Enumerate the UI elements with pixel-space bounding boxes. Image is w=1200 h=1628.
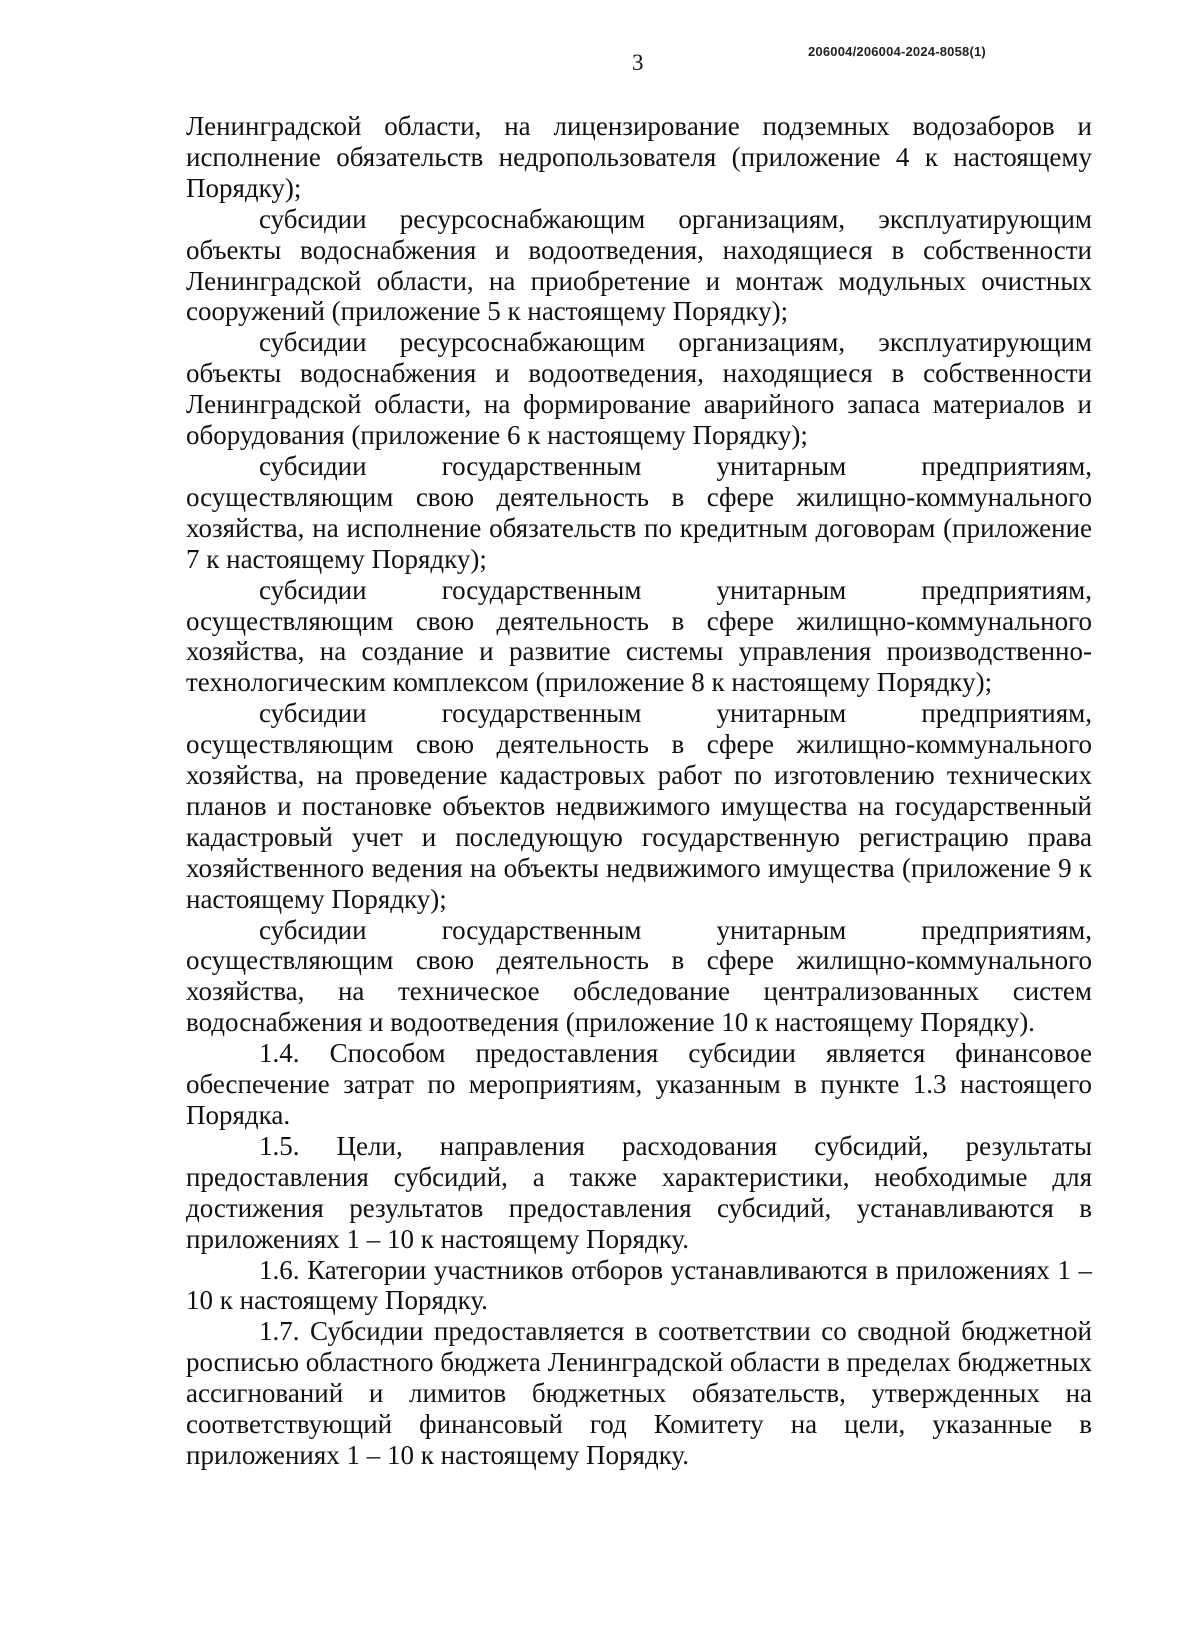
paragraph-clause-1-4: 1.4. Способом предоставления субсидии является финансовое обеспечение затрат по мероприятиям, указанным в пункте 1.3 настоящего Порядка.: [186, 1038, 1092, 1130]
document-registration-number: 206004/206004-2024-8058(1): [808, 44, 986, 59]
document-body: [186, 111, 1092, 1471]
paragraph-subsidy-appendix-5: субсидии ресурсоснабжающим организациям, эксплуатирующим объекты водоснабжения и водоотведения, находящиеся в собственности Ленинградской области, на приобретение и монтаж модульных очистных сооружений (приложение 5 к настоящему Порядку);: [186, 203, 1092, 327]
page-number: 3: [632, 50, 644, 75]
paragraph-subsidy-appendix-7: субсидии государственным унитарным предприятиям, осуществляющим свою деятельность в сфере жилищно-коммунального хозяйства, на исполнение обязательств по кредитным договорам (приложение 7 к настоящему Порядку);: [186, 450, 1092, 574]
paragraph-subsidy-appendix-9: субсидии государственным унитарным предприятиям, осуществляющим свою деятельность в сфере жилищно-коммунального хозяйства, на проведение кадастровых работ по изготовлению технических планов и постановке объектов недвижимого имущества на государственный кадастровый учет и последующую государственную регистрацию права хозяйственного ведения на объекты недвижимого имущества (приложение 9 к настоящему Порядку);: [186, 698, 1092, 914]
paragraph-subsidy-appendix-6: субсидии ресурсоснабжающим организациям, эксплуатирующим объекты водоснабжения и водоотведения, находящиеся в собственности Ленинградской области, на формирование аварийного запаса материалов и оборудования (приложение 6 к настоящему Порядку);: [186, 327, 1092, 451]
paragraph-subsidy-appendix-8: субсидии государственным унитарным предприятиям, осуществляющим свою деятельность в сфере жилищно-коммунального хозяйства, на создание и развитие системы управления производственно-технологическим комплексом (приложение 8 к настоящему Порядку);: [186, 574, 1092, 698]
paragraph-clause-1-5: 1.5. Цели, направления расходования субсидий, результаты предоставления субсидий, а также характеристики, необходимые для достижения результатов предоставления субсидий, устанавливаются в приложениях 1 – 10 к настоящему Порядку.: [186, 1130, 1092, 1254]
paragraph-continuation: Ленинградской области, на лицензирование подземных водозаборов и исполнение обязательств недропользователя (приложение 4 к настоящему Порядку);: [186, 111, 1092, 203]
paragraph-subsidy-appendix-10: субсидии государственным унитарным предприятиям, осуществляющим свою деятельность в сфере жилищно-коммунального хозяйства, на техническое обследование централизованных систем водоснабжения и водоотведения (приложение 10 к настоящему Порядку).: [186, 914, 1092, 1038]
paragraph-clause-1-7: 1.7. Субсидии предоставляется в соответствии со сводной бюджетной росписью областного бюджета Ленинградской области в пределах бюджетных ассигнований и лимитов бюджетных обязательств, утвержденных на соответствующий финансовый год Комитету на цели, указанные в приложениях 1 – 10 к настоящему Порядку.: [186, 1316, 1092, 1470]
paragraph-clause-1-6: 1.6. Категории участников отборов устанавливаются в приложениях 1 – 10 к настоящему Порядку.: [186, 1254, 1092, 1316]
